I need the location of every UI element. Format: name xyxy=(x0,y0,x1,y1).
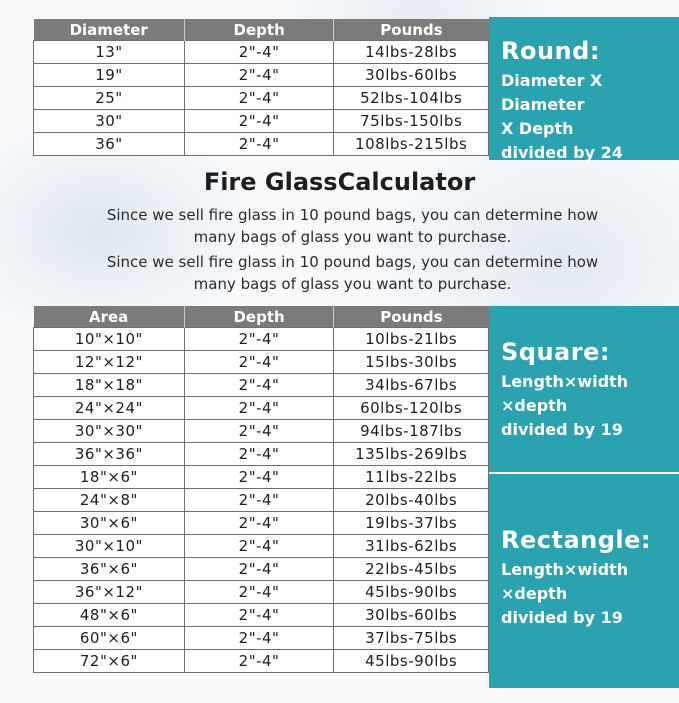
square-formula-line-2: ×depth xyxy=(501,396,568,415)
depth-cell: 2"-4" xyxy=(184,489,334,512)
pounds-cell: 15lbs-30lbs xyxy=(334,351,489,374)
square-rows xyxy=(34,328,489,466)
depth-cell: 2"-4" xyxy=(184,64,334,87)
header-area: Area xyxy=(34,306,185,328)
round-row xyxy=(34,64,489,87)
rectangle-row xyxy=(34,650,489,673)
depth-cell: 2"-4" xyxy=(184,650,334,673)
round-table xyxy=(33,19,489,156)
round-row xyxy=(34,87,489,110)
rectangle-row xyxy=(34,558,489,581)
round-formula-line-3: divided by 24 xyxy=(501,143,623,162)
square-heading: Square: xyxy=(501,338,610,366)
square-formula-line-1: Length×width xyxy=(501,372,629,391)
size-cell: 36"×6" xyxy=(34,558,185,581)
round-formula-line-1: Diameter X Diameter xyxy=(501,71,603,114)
area-table-header xyxy=(34,306,489,328)
pounds-cell: 34lbs-67lbs xyxy=(334,374,489,397)
rectangle-formula-line-3: divided by 19 xyxy=(501,608,623,627)
pounds-cell: 31lbs-62lbs xyxy=(334,535,489,558)
rectangle-rows xyxy=(34,466,489,673)
depth-cell: 2"-4" xyxy=(184,110,334,133)
round-row xyxy=(34,41,489,64)
rectangle-formula-line-1: Length×width xyxy=(501,560,629,579)
header-pounds: Pounds xyxy=(334,19,489,41)
pounds-cell: 94lbs-187lbs xyxy=(334,420,489,443)
size-cell: 30"×6" xyxy=(34,512,185,535)
rectangle-row xyxy=(34,581,489,604)
size-cell: 72"×6" xyxy=(34,650,185,673)
size-cell: 18"×18" xyxy=(34,374,185,397)
page-title: Fire GlassCalculator xyxy=(203,168,476,196)
pounds-cell: 37lbs-75lbs xyxy=(334,627,489,650)
round-heading: Round: xyxy=(501,37,600,65)
size-cell: 25" xyxy=(34,87,185,110)
pounds-cell: 19lbs-37lbs xyxy=(334,512,489,535)
size-cell: 48"×6" xyxy=(34,604,185,627)
depth-cell: 2"-4" xyxy=(184,627,334,650)
rectangle-heading: Rectangle: xyxy=(501,526,652,554)
pounds-cell: 10lbs-21lbs xyxy=(334,328,489,351)
size-cell: 36"×36" xyxy=(34,443,185,466)
header-depth: Depth xyxy=(184,306,334,328)
size-cell: 30" xyxy=(34,110,185,133)
pounds-cell: 11lbs-22lbs xyxy=(334,466,489,489)
size-cell: 12"×12" xyxy=(34,351,185,374)
description-paragraph-1: Since we sell fire glass in 10 pound bags, you can determine how many bags of glass you want to purchase. xyxy=(106,206,599,246)
depth-cell: 2"-4" xyxy=(184,133,334,156)
size-cell: 13" xyxy=(34,41,185,64)
header-depth: Depth xyxy=(184,19,334,41)
pounds-cell: 14lbs-28lbs xyxy=(334,41,489,64)
depth-cell: 2"-4" xyxy=(184,512,334,535)
rectangle-row xyxy=(34,604,489,627)
depth-cell: 2"-4" xyxy=(184,581,334,604)
header-diameter: Diameter xyxy=(34,19,185,41)
size-cell: 36" xyxy=(34,133,185,156)
rectangle-row xyxy=(34,489,489,512)
description-paragraph-2: Since we sell fire glass in 10 pound bags, you can determine how many bags of glass you want to purchase. xyxy=(106,253,599,293)
rectangle-row xyxy=(34,512,489,535)
square-row xyxy=(34,397,489,420)
pounds-cell: 75lbs-150lbs xyxy=(334,110,489,133)
pounds-cell: 22lbs-45lbs xyxy=(334,558,489,581)
size-cell: 10"×10" xyxy=(34,328,185,351)
square-row xyxy=(34,328,489,351)
pounds-cell: 45lbs-90lbs xyxy=(334,581,489,604)
round-formula-panel xyxy=(489,17,679,160)
pounds-cell: 52lbs-104lbs xyxy=(334,87,489,110)
square-row xyxy=(34,420,489,443)
rectangle-formula-line-2: ×depth xyxy=(501,584,568,603)
depth-cell: 2"-4" xyxy=(184,87,334,110)
square-formula-line-3: divided by 19 xyxy=(501,420,623,439)
depth-cell: 2"-4" xyxy=(184,558,334,581)
size-cell: 30"×30" xyxy=(34,420,185,443)
depth-cell: 2"-4" xyxy=(184,443,334,466)
size-cell: 36"×12" xyxy=(34,581,185,604)
pounds-cell: 30lbs-60lbs xyxy=(334,64,489,87)
size-cell: 24"×24" xyxy=(34,397,185,420)
square-row xyxy=(34,443,489,466)
rectangle-row xyxy=(34,466,489,489)
depth-cell: 2"-4" xyxy=(184,328,334,351)
area-table xyxy=(33,306,489,673)
header-pounds: Pounds xyxy=(334,306,489,328)
pounds-cell: 30lbs-60lbs xyxy=(334,604,489,627)
pounds-cell: 45lbs-90lbs xyxy=(334,650,489,673)
square-formula-panel xyxy=(489,306,679,472)
round-formula-line-2: X Depth xyxy=(501,119,574,138)
round-row xyxy=(34,133,489,156)
size-cell: 30"×10" xyxy=(34,535,185,558)
round-table-body xyxy=(34,41,489,156)
rectangle-row xyxy=(34,535,489,558)
pounds-cell: 108lbs-215lbs xyxy=(334,133,489,156)
depth-cell: 2"-4" xyxy=(184,466,334,489)
depth-cell: 2"-4" xyxy=(184,420,334,443)
depth-cell: 2"-4" xyxy=(184,535,334,558)
rectangle-formula-panel xyxy=(489,474,679,688)
depth-cell: 2"-4" xyxy=(184,397,334,420)
size-cell: 24"×8" xyxy=(34,489,185,512)
size-cell: 18"×6" xyxy=(34,466,185,489)
round-row xyxy=(34,110,489,133)
pounds-cell: 135lbs-269lbs xyxy=(334,443,489,466)
depth-cell: 2"-4" xyxy=(184,351,334,374)
square-row xyxy=(34,351,489,374)
depth-cell: 2"-4" xyxy=(184,374,334,397)
pounds-cell: 20lbs-40lbs xyxy=(334,489,489,512)
pounds-cell: 60lbs-120lbs xyxy=(334,397,489,420)
depth-cell: 2"-4" xyxy=(184,604,334,627)
size-cell: 19" xyxy=(34,64,185,87)
size-cell: 60"×6" xyxy=(34,627,185,650)
depth-cell: 2"-4" xyxy=(184,41,334,64)
square-row xyxy=(34,374,489,397)
rectangle-row xyxy=(34,627,489,650)
round-table-header xyxy=(34,19,489,41)
